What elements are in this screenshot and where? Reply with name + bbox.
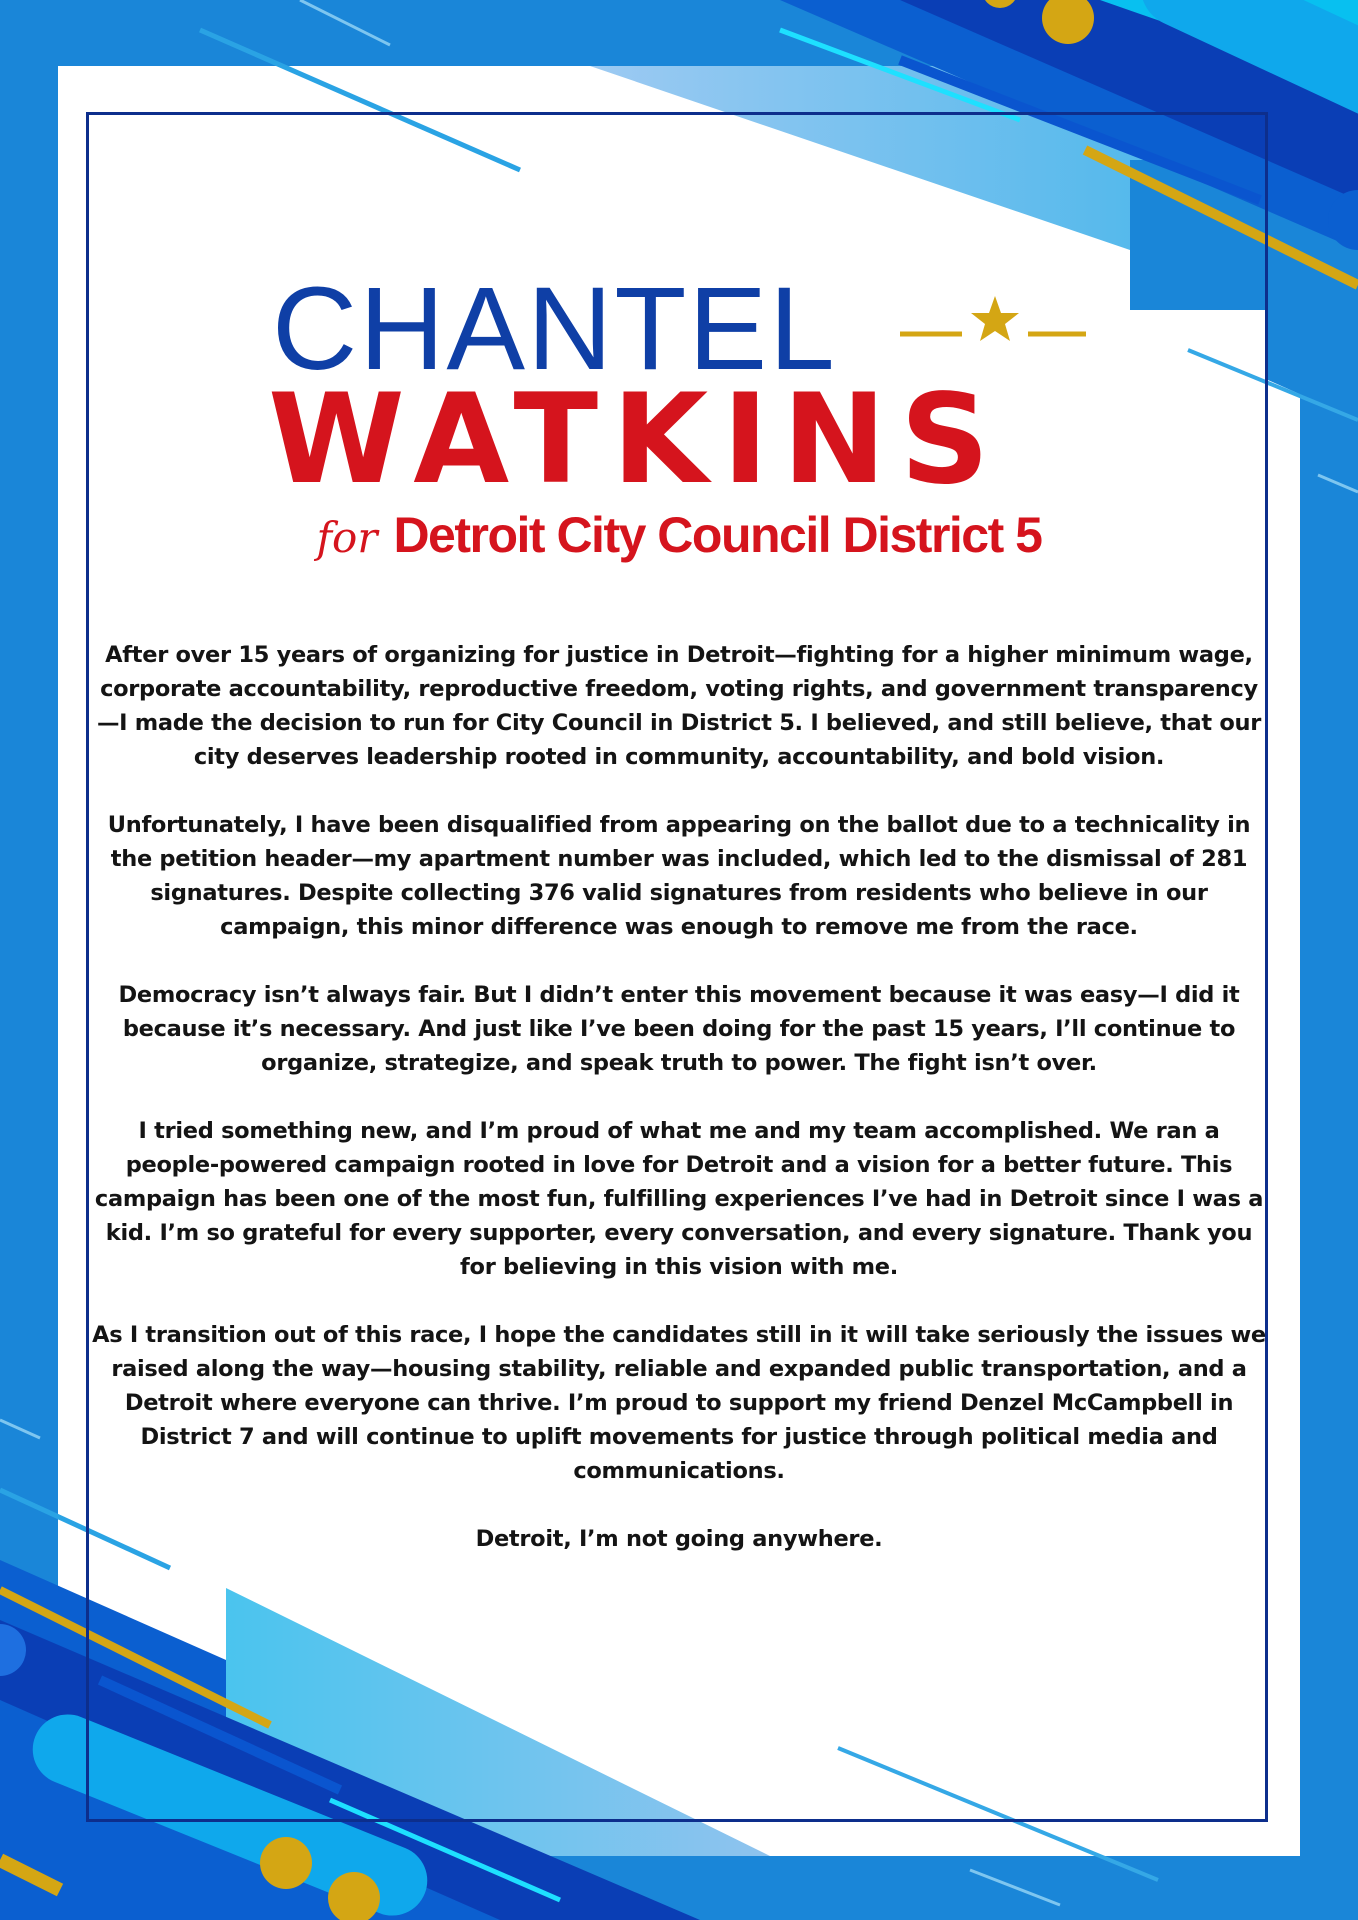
letter-paragraph: Unfortunately, I have been disqualified from appearing on the ballot due to a technicality in the petition header—my apartment number was included, which led to the dismissal of 281 signatures. Despite collecting 376 valid signatures from residents who believe in our campaign, this minor difference was enough to remove me from the race.	[107, 812, 1251, 940]
letter-paragraph: I tried something new, and I’m proud of what me and my team accomplished. We ran a people-powered campaign rooted in love for Detroit and a vision for a better future. This campaign has been one of the most fun, fulfilling experiences I’ve had in Detroit since I was a kid. I’m so grateful for every supporter, every conversation, and every signature. Thank you for believing in this vision with me.	[94, 1118, 1264, 1280]
statement-letter	[92, 638, 1266, 1590]
campaign-logo	[0, 263, 1358, 580]
campaign-tagline	[0, 507, 1358, 563]
tagline-office: Detroit City Council District 5	[393, 507, 1042, 563]
candidate-first-name: CHANTEL	[272, 263, 837, 395]
letter-paragraph: After over 15 years of organizing for justice in Detroit—fighting for a higher minimum wage, corporate accountability, reproductive freedom, voting rights, and government transparency—I made the decision to run for City Council in District 5. I believed, and still believe, that our city deserves leadership rooted in community, accountability, and bold vision.	[96, 642, 1262, 770]
letter-paragraph: Democracy isn’t always fair. But I didn’t enter this movement because it was easy—I did it because it’s necessary. And just like I’ve been doing for the past 15 years, I’ll continue to organize, strategize, and speak truth to power. The fight isn’t over.	[118, 982, 1240, 1076]
tagline-for: for	[316, 513, 378, 562]
letter-closing: Detroit, I’m not going anywhere.	[475, 1526, 883, 1552]
star-icon	[900, 290, 1090, 350]
letter-paragraph: As I transition out of this race, I hope the candidates still in it will take seriously the issues we raised along the way—housing stability, reliable and expanded public transportation, and a Detroit where everyone can thrive. I’m proud to support my friend Denzel McCampbell in District 7 and will continue to uplift movements for justice through political media and communications.	[92, 1322, 1266, 1484]
candidate-last-name: WATKINS	[268, 368, 1004, 512]
